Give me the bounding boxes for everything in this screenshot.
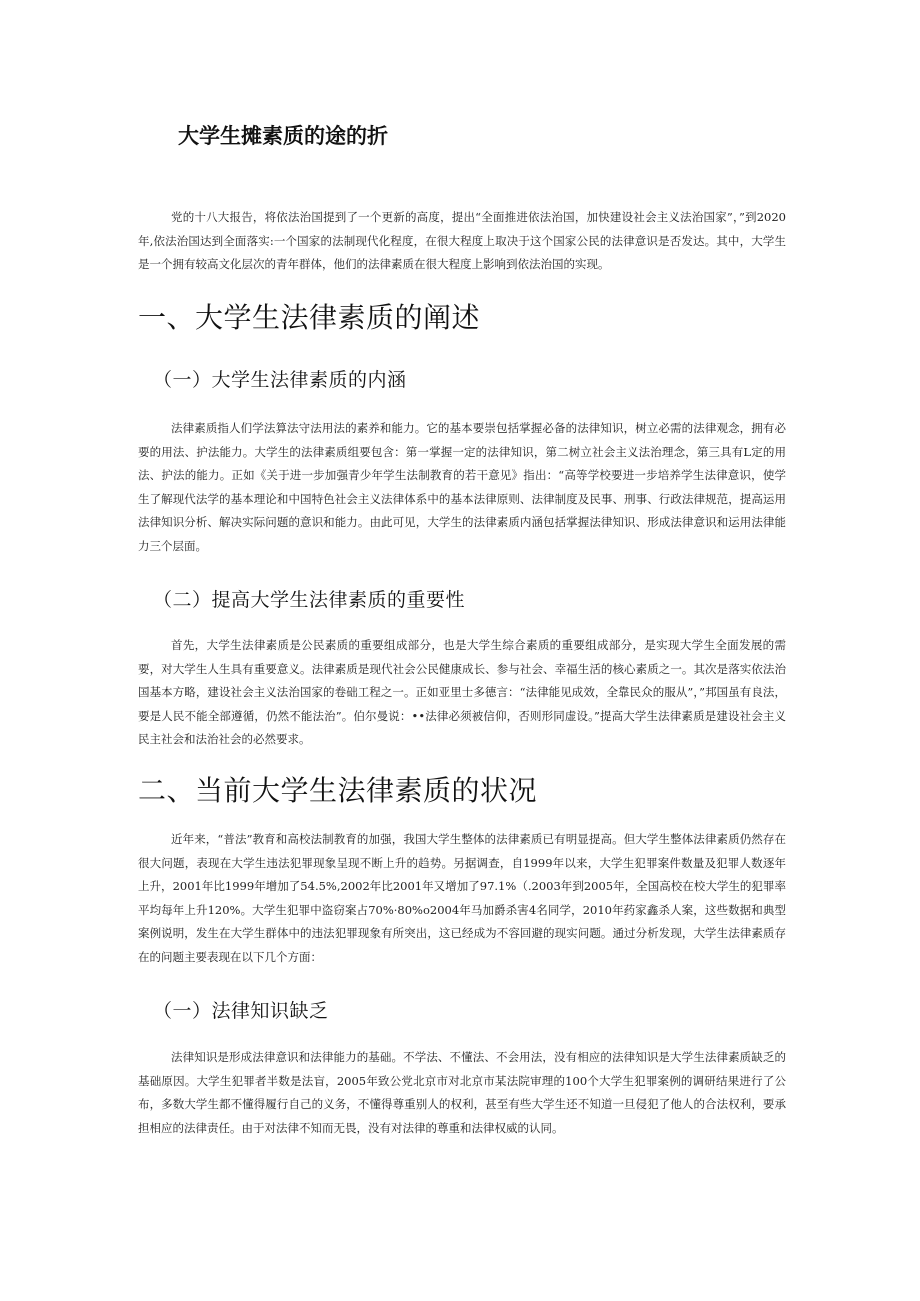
section-2-heading: 二、当前大学生法律素质的状况 bbox=[138, 774, 538, 807]
section-1-heading: 一、大学生法律素质的阐述 bbox=[138, 301, 481, 334]
section-2-sub-1-heading: （一）法律知识缺乏 bbox=[153, 1000, 329, 1022]
section-1-sub-2-body: 首先，大学生法律素质是公民素质的重要组成部分，也是大学生综合素质的重要组成部分，是实现大学生全面发展的需要，对大学生人生具有重要意义。法律素质是现代社会公民健康成长、参与社会、幸福生活的核心素质之一。其次是落实依法治国基本方略，建设社会主义法治国家的卷础工程之一。正如亚里士多德言：“法律能见成效，全靠民众的服从”，”邦国虽有良法，要是人民不能全部遵循，仍然不能法治”。伯尔曼说：••法律必须被信仰，否则形同虚设。”提高大学生法律素质是建设社会主义民主社会和法治社会的必然要求。 bbox=[138, 638, 786, 746]
section-2-body: 近年来，“普法”教育和高校法制教育的加强，我国大学生整体的法律素质已有明显提高。但大学生整体法律素质仍然存在很大问题，表现在大学生违法犯罪现象呈现不断上升的趋势。另据调查，自1999年以来，大学生犯罪案件数量及犯罪人数逐年上升，2001年比1999年增加了54.5%,2002年比2001年又增加了97.1%（.2003年到2005年，全国高校在校大学生的犯罪率平均每年上升120%。大学生犯罪中盗窃案占70%·80%o2004年马加爵杀害4名同学，2010年药家鑫杀人案，这些数据和典型案例说明，发生在大学生群体中的违法犯罪现象有所突出，这已经成为不容回避的现实问题。通过分析发现，大学生法律素质存在的问题主要表现在以下几个方面： bbox=[138, 832, 786, 964]
section-1-sub-1-heading: （一）大学生法律素质的内涵 bbox=[153, 369, 407, 391]
document-title: 大学生摊素质的途的折 bbox=[178, 124, 388, 148]
section-1-sub-2-heading: （二）提高大学生法律素质的重要性 bbox=[153, 589, 466, 611]
section-1-sub-1-body: 法律素质指人们学法算法守法用法的素养和能力。它的基本要崇包括掌握必备的法律知识，树立必需的法律观念，拥有必要的用法、护法能力。大学生的法律素质组要包含：第一掌握一定的法律知识，第二树立社会主义法治理念，第三具有L定的用法、护法的能力。正如《关于进一步加强青少年学生法制教育的若干意见》指出：“高等学校要进一步培养学生法律意识，使学生了解现代法学的基本理论和中国特色社会主义法律体系中的基本法律原则、法律制度及民事、刑事、行政法律规范，提高运用法律知识分析、解决实际问题的意识和能力。由此可见，大学生的法律素质内涵包括掌握法律知识、形成法律意识和运用法律能力三个层面。 bbox=[138, 421, 786, 553]
intro-paragraph: 党的十八大报告，将依法治国提到了一个更新的高度，提出“全面推进依法治国，加快建设社会主义法治国家”，”到2020年,依法治国达到全面落实:一个国家的法制现代化程度，在很大程度上取决于这个国家公民的法律意识是否发达。其中，大学生是一个拥有较高文化层次的青年群体，他们的法律素质在很大程度上影响到依法治国的实现。 bbox=[138, 210, 786, 271]
section-2-sub-1-body: 法律知识是形成法律意识和法律能力的基础。不学法、不懂法、不会用法，没有相应的法律知识是大学生法律素质缺乏的基础原因。大学生犯罪者半数是法盲，2005年致公党北京市对北京市某法院审理的100个大学生犯罪案例的调研结果进行了公布，多数大学生都不懂得履行自己的义务，不懂得尊重别人的权利，甚至有些大学生还不知道一旦侵犯了他人的合法权利，要承担相应的法律责任。由于对法律不知而无畏，没有对法律的尊重和法律权威的认同。 bbox=[138, 1050, 786, 1135]
